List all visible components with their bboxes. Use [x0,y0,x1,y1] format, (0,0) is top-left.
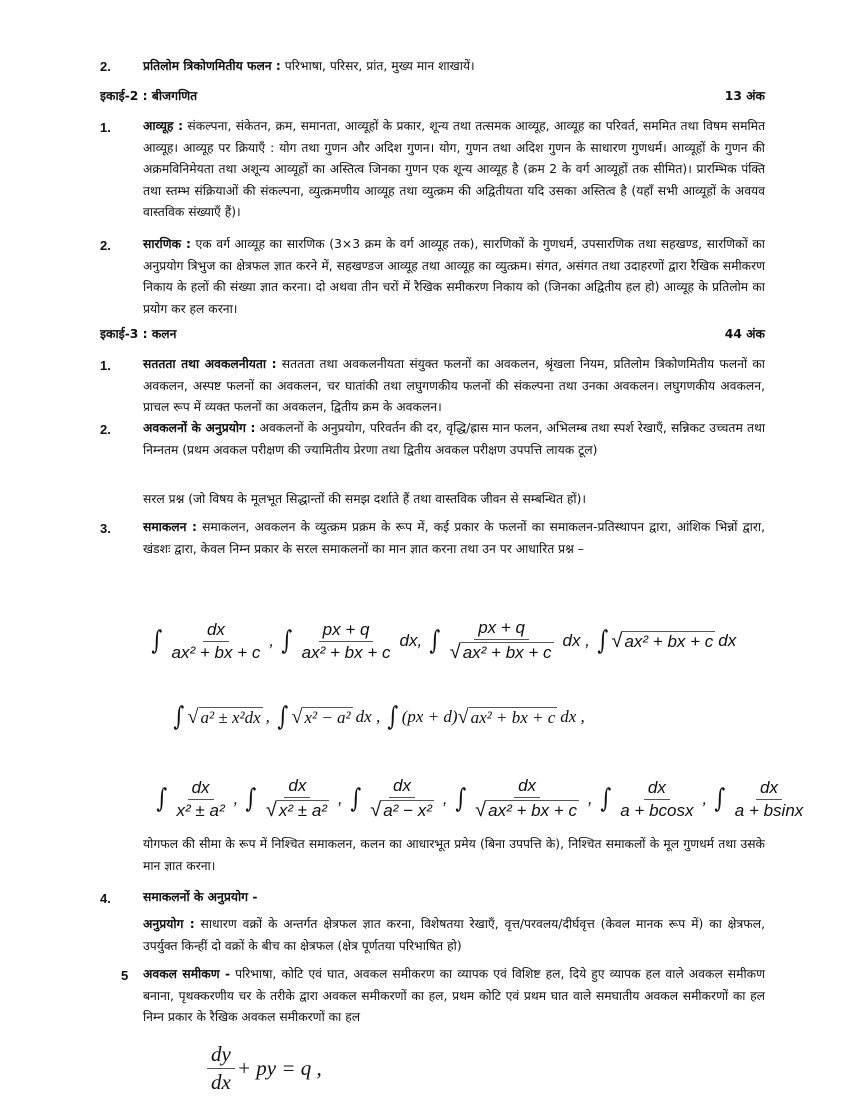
integral-expression [599,778,708,821]
integral-sign-icon: ∫ [387,702,399,732]
fraction [731,778,808,821]
formula-row-1 [150,618,742,664]
numerator: px + q [319,620,374,642]
radical-icon: √ [370,799,382,821]
denominator: x² ± a² [176,800,225,820]
integral-expression [386,702,585,732]
integral-expression [428,618,590,664]
unit-title: इकाई-3 : कलन [100,327,177,341]
item-title: सारणिक : [143,237,191,251]
denominator: ax² + bx + c [171,642,261,662]
suffix: , [269,631,275,650]
item-integral-applications-title: समाकलनों के अनुप्रयोग - [143,890,258,904]
denominator: a + bcosx [620,800,694,820]
fraction [168,620,265,663]
item-number: 2. [100,238,111,253]
radical-icon: √ [475,799,487,821]
unit-title: इकाई-2 : बीजगणित [100,89,198,103]
integral-expression [349,776,448,822]
unit-2-heading [100,87,765,104]
item-text: एक वर्ग आव्यूह का सारणिक (3×3 क्रम के वर्ग आव्यूह तक), सारणिकों के गुणधर्म, उपसारणिक तथा सहखण्ड, सारणिकों का अनुप्रयोग त्रिभुज का क्षेत्रफल ज्ञात करने में, सहखण्डज आव्यूह तथा आव्यूह का व्युत्क्रम। संगत, असंगत तथा उदाहरणों द्वारा रैखिक समीकरण निकाय के हलों की संख्या ज्ञात करना। दो अथवा तीन चरों में रैखिक समीकरण निकाय को (जिनका अद्वितीय हल हो) आव्यूह के प्रतिलोम का प्रयोग कर हल करना। [143,237,765,316]
integral-sign-icon: ∫ [156,784,168,814]
formula-row-3 [155,776,818,822]
item-integration [143,517,765,560]
item-number: 1. [100,120,111,135]
item-text: समाकलन, अवकलन के व्युत्क्रम प्रक्रम के रूप में, कई प्रकार के फलनों का समाकलन-प्रतिस्थापन द्वारा, आंशिक भिन्नों द्वारा, खंडशः द्वारा, केवल निम्न प्रकार के सरल समाकलनों का मान ज्ञात करना तथा उन पर आधारित प्रश्न – [143,520,765,556]
integral-sign-icon: ∫ [245,784,257,814]
item-inverse-trig [143,56,765,78]
item-title: समाकलन : [143,520,197,534]
radicand: ax² + bx + c [470,707,556,727]
radicand: a² ± x²dx [200,707,261,727]
integral-sign-icon: ∫ [429,626,441,656]
suffix: dx [718,631,737,650]
integral-sign-icon: ∫ [350,784,361,814]
numerator: dx [203,620,229,642]
integral-expression [596,626,736,656]
fraction [173,778,229,821]
item-continuity [143,354,765,419]
unit-3-heading [100,325,765,342]
denominator [262,798,333,822]
numerator: px + q [474,618,529,640]
item-integral-applications [143,914,765,957]
suffix: dx , [355,707,381,726]
denominator [366,798,438,822]
integral-sign-icon: ∫ [600,784,611,814]
suffix: , [265,707,270,726]
item-text: परिभाषा, परिसर, प्रांत, मुख्य मान शाखायें। [280,59,475,73]
numerator: dy [207,1042,235,1069]
fraction [207,1042,235,1095]
item-text: परिभाषा, कोटि एवं घात, अवकल समीकरण का व्यापक एवं विशिष्ट हल, दिये हुए व्यापक हल वाले अवकल समीकण बनाना, पृथक्करणीय चर के तरीके द्वारा अवकल समीकरणों का हल, प्रथम कोटि एवं प्रथम घात वाले समघातीय अवकल समीकरणों का हल निम्न प्रकार के रैखिक अवकल समीकरणों का हल [143,967,765,1025]
integral-expression [280,620,422,663]
radical-icon: √ [291,705,303,728]
denominator [471,798,583,822]
integral-sign-icon: ∫ [173,702,185,732]
numerator: dx [389,776,415,798]
note-simple-questions: सरल प्रश्न (जो विषय के मूलभूत सिद्धान्तों की समझ दर्शाते हैं तथा वास्तविक जीवन से सम्बन्धित हों)। [143,492,587,506]
item-title: सततता तथा अवकलनीयता : [143,357,277,371]
item-derivative-applications [143,418,765,461]
item-text: अवकलनों के अनुप्रयोग, परिवर्तन की दर, वृद्धि/ह्रास मान फलन, अभिलम्ब तथा स्पर्श रेखाएँ, सन्निकट उच्चतम तथा निम्नतम (प्रथम अवकल परीक्षण की ज्यामितीय प्रेरणा तथा द्वितीय अवकल परीक्षण उपपत्ति लायक टूल) [143,421,765,457]
integral-sign-icon: ∫ [277,702,289,732]
fraction [446,618,558,664]
integral-expression [172,702,270,732]
numerator: dx [188,778,214,800]
item-text: सततता तथा अवकलनीयता संयुक्त फलनों का अवकलन, श्रृंखला नियम, प्रतिलोम त्रिकोणमितीय फलनों का अवकलन, अस्पष्ट फलनों का अवकलन, चर घातांकी तथा लघुगणकीय फलनों की संकल्पना तथा उनका अवकलन। लघुगणकीय अवकलन, प्राचल रूप में व्यक्त फलनों का अवकलन, द्वितीय क्रम के अवकलन। [143,357,765,415]
formula-row-2 [172,702,591,732]
radicand: x² − a² [304,707,351,727]
radical-icon: √ [187,705,199,728]
radicand: ax² + bx + c [624,631,714,651]
item-number: 4. [100,891,111,906]
item-number: 1. [100,358,111,373]
radical-icon: √ [457,705,469,728]
denominator: ax² + bx + c [301,642,391,662]
suffix: , [587,789,593,808]
suffix: dx, [399,631,423,650]
radicand: a² − x² [383,801,432,820]
integral-sign-icon: ∫ [281,626,293,656]
integral-expression [454,776,593,822]
item-number: 5 [121,968,129,983]
linear-de-formula [205,1042,322,1095]
integral-sign-icon: ∫ [454,784,466,814]
numerator: dx [514,776,540,798]
item-number: 2. [100,422,111,437]
suffix: dx , [562,631,590,650]
item-text: साधारण वक्रों के अन्तर्गत क्षेत्रफल ज्ञात करना, विशेषतया रेखाएँ, वृत्त/परवलय/दीर्घवृत्त (केवल मानक रूप में) का क्षेत्रफल, उपर्युक्त किन्हीं दो वक्रों के बीच का क्षेत्रफल (क्षेत्र पूर्णतया परिभाषित हो) [143,917,765,953]
integral-sign-icon: ∫ [597,626,609,656]
suffix: , [337,789,343,808]
suffix: dx , [560,707,585,726]
item-number: 2. [100,59,111,74]
denominator: a + bsinx [734,800,804,820]
denominator [446,640,558,664]
integral-sign-icon: ∫ [714,784,726,814]
fraction [298,620,395,663]
unit-marks: 13 अंक [724,89,765,103]
radical-icon: √ [265,799,277,821]
item-title: प्रतिलोम त्रिकोणमितीय फलन : [143,59,281,73]
suffix: , [233,789,239,808]
item-title: अवकल समीकण - [143,967,231,981]
numerator: dx [644,778,670,800]
item-text: संकल्पना, संकेतन, क्रम, समानता, आव्यूहों के प्रकार, शून्य तथा तत्समक आव्यूह, आव्यूह का परिवर्त, सममित तथा विषम सममित आव्यूह। आव्यूह पर क्रियाएँ : योग तथा गुणन और अदिश गुणन। योग, गुणन तथा अदिश गुणन के साधारण गुणधर्म। आव्यूहों के गुणन की अक्रमविनिमेयता तथा अशून्य आव्यूहों का अस्तित्व जिनका गुणन एक शून्य आव्यूह है (क्रम 2 के वर्ग आव्यूहों तक सीमित)। प्रारम्भिक पंक्ति तथा स्तम्भ संक्रियाओं की संकल्पना, व्युत्क्रमणीय आव्यूह तथा व्युत्क्रम की अद्वितीयता यदि उसका अस्तित्व है (यहाँ सभी आव्यूहों के अवयव वास्तविक संख्याएँ हैं)। [143,119,765,220]
item-number: 3. [100,521,111,536]
item-differential-equations [143,964,765,1029]
item-title: आव्यूह : [143,119,184,133]
integral-sign-icon: ∫ [151,626,163,656]
denominator: dx [211,1070,231,1094]
radical-icon: √ [611,629,623,652]
unit-marks: 44 अंक [724,327,765,341]
numerator: dx [284,776,310,798]
item-title: अवकलनों के अनुप्रयोग : [143,421,256,435]
fraction [471,776,583,822]
prefactor: (px + d) [401,707,458,726]
integral-expression [713,778,812,821]
integral-expression [276,702,380,732]
formula-rest: + py = q , [236,1056,322,1080]
definite-integral-text: योगफल की सीमा के रूप में निश्चित समाकलन, कलन का आधारभूत प्रमेय (बिना उपपत्ति के), निश्चित समाकलों के मूल गुणधर्म तथा उसके मान ज्ञात करना। [143,837,765,873]
item-subtitle: अनुप्रयोग : [143,917,195,931]
fraction [262,776,333,822]
radical-icon: √ [449,641,461,663]
radicand: x² ± a² [278,801,327,820]
suffix: , [442,789,448,808]
item-determinants [143,234,765,320]
integral-expression [155,778,238,821]
numerator: dx [756,778,782,800]
item-matrices [143,116,765,224]
radicand: ax² + bx + c [488,801,577,820]
integral-expression [150,620,274,663]
integral-expression [244,776,342,822]
fraction [616,778,697,821]
fraction [366,776,438,822]
radicand: ax² + bx + c [462,643,552,662]
suffix: , [702,789,708,808]
